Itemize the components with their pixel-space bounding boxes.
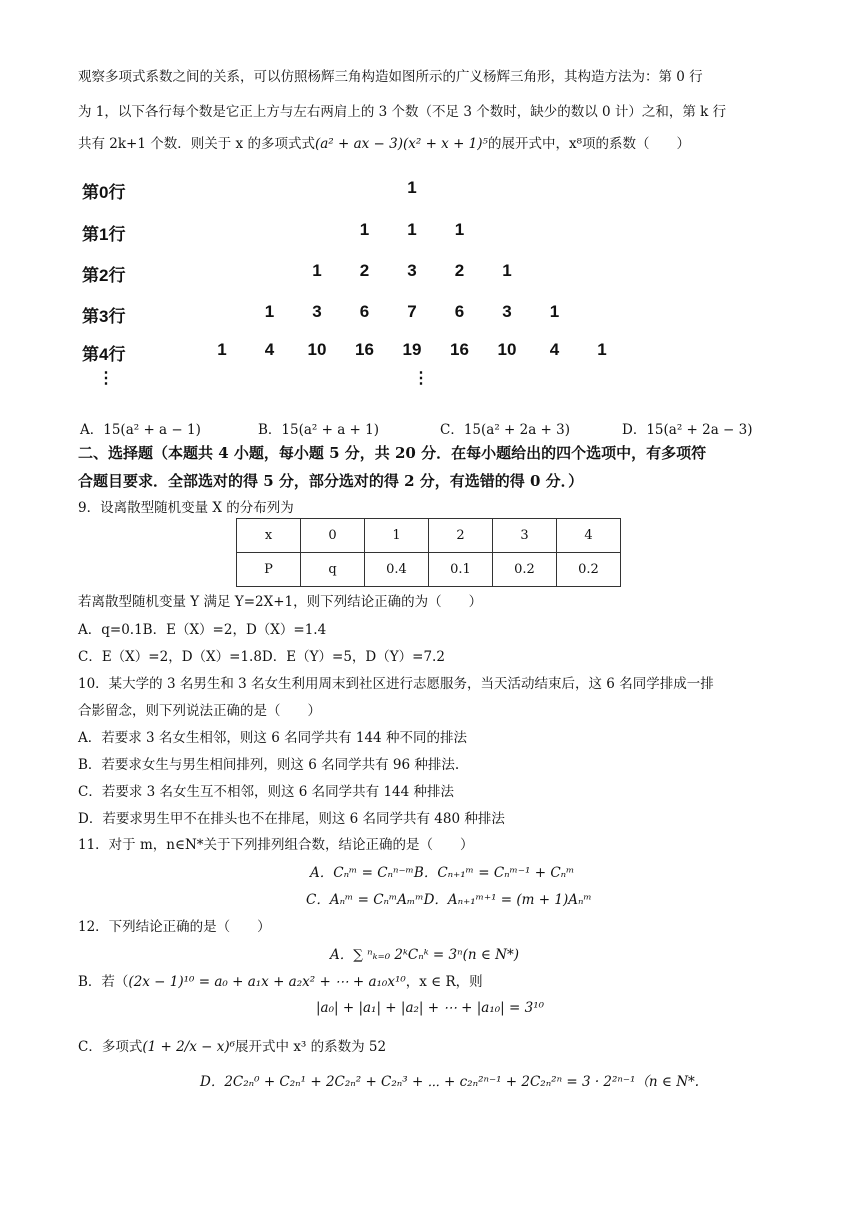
q8-stem-line3 xyxy=(78,134,690,154)
q9-options-ab: A．q=0.1B．E（X）=2，D（X）=1.4 xyxy=(78,622,327,638)
triangle-number: 1 xyxy=(597,340,607,359)
table-cell: 0.4 xyxy=(365,553,429,587)
q8-option-b: B．15(a² + a + 1) xyxy=(258,422,380,438)
q12-option-c-suffix: 展开式中 x³ 的系数为 52 xyxy=(235,1039,387,1055)
triangle-number: 10 xyxy=(497,340,517,359)
table-cell: 0.2 xyxy=(493,553,557,587)
table-row xyxy=(237,553,621,587)
q12-option-b-suffix: ，x ∈ R，则 xyxy=(405,974,483,990)
q10-option-c: C．若要求 3 名女生互不相邻，则这 6 名同学共有 144 种排法 xyxy=(78,784,455,800)
q9-stem: 9．设离散型随机变量 X 的分布列为 xyxy=(78,500,294,516)
table-cell: 2 xyxy=(429,519,493,553)
triangle-number: 6 xyxy=(454,302,465,321)
q12-option-c-polynomial: (1 + 2/x − x)⁶ xyxy=(142,1039,236,1055)
q11-options-cd: C．Aₙᵐ = CₙᵐAₘᵐD．Aₙ₊₁ᵐ⁺¹ = (m + 1)Aₙᵐ xyxy=(306,892,592,908)
triangle-number: 1 xyxy=(312,261,322,280)
q12-stem: 12．下列结论正确的是（ ） xyxy=(78,919,271,935)
q8-polynomial: (a² + ax − 3)(x² + x + 1)⁵ xyxy=(314,136,488,152)
triangle-row-label: 第2行 xyxy=(82,266,126,285)
q10-stem-line2: 合影留念，则下列说法正确的是（ ） xyxy=(78,703,321,719)
triangle-number: 7 xyxy=(407,302,417,321)
q10-option-d: D．若要求男生甲不在排头也不在排尾，则这 6 名同学共有 480 种排法 xyxy=(78,811,505,827)
triangle-row-label: 第4行 xyxy=(82,345,126,364)
triangle-number: 2 xyxy=(454,261,465,280)
triangle-number: 2 xyxy=(359,261,370,280)
triangle-number: 16 xyxy=(450,340,469,359)
q12-option-b-result: |a₀| + |a₁| + |a₂| + ⋯ + |a₁₀| = 3¹⁰ xyxy=(316,1000,545,1016)
section2-header-line2: 合题目要求．全部选对的得 5 分，部分选对的得 2 分，有选错的得 0 分．） xyxy=(78,472,584,490)
triangle-number: 3 xyxy=(407,261,417,280)
triangle-number: 1 xyxy=(502,261,512,280)
table-cell: 1 xyxy=(365,519,429,553)
q8-stem-line2: 为 1，以下各行每个数是它正上方与左右两肩上的 3 个数（不足 3 个数时，缺少的数以 0 计）之和，第 k 行 xyxy=(78,104,727,120)
q10-option-b: B．若要求女生与男生相间排列，则这 6 名同学共有 96 种排法. xyxy=(78,757,460,773)
triangle-row-label: 第3行 xyxy=(82,307,126,326)
q9-condition: 若离散型随机变量 Y 满足 Y=2X+1，则下列结论正确的为（ ） xyxy=(78,594,483,610)
vertical-ellipsis-center: ⋮ xyxy=(413,368,429,387)
q11-stem: 11．对于 m，n∈N*关于下列排列组合数，结论正确的是（ ） xyxy=(78,837,474,853)
q8-option-c: C．15(a² + 2a + 3) xyxy=(440,422,571,438)
triangle-number: 1 xyxy=(264,302,275,321)
table-cell: 3 xyxy=(493,519,557,553)
q8-option-d: D．15(a² + 2a − 3) xyxy=(622,422,753,438)
triangle-row-label: 第0行 xyxy=(82,183,126,202)
table-cell: P xyxy=(237,553,301,587)
triangle-number: 1 xyxy=(407,178,417,197)
q12-option-b xyxy=(78,972,483,992)
table-cell: 4 xyxy=(557,519,621,553)
triangle-number: 19 xyxy=(402,340,422,359)
q8-stem-text: 共有 2k+1 个数．则关于 x 的多项式式 xyxy=(78,136,315,152)
vertical-ellipsis-left: ⋮ xyxy=(98,368,114,387)
triangle-number: 1 xyxy=(454,220,465,239)
q12-option-b-prefix: B．若（ xyxy=(78,974,129,990)
q11-options-ab: A．Cₙᵐ = Cₙⁿ⁻ᵐB．Cₙ₊₁ᵐ = Cₙᵐ⁻¹ + Cₙᵐ xyxy=(310,865,575,881)
q10-stem-line1: 10．某大学的 3 名男生和 3 名女生利用周末到社区进行志愿服务，当天活动结束后，这 6 名同学排成一排 xyxy=(78,676,714,692)
triangle-number: 16 xyxy=(355,340,374,359)
q12-option-d: D．2C₂ₙ⁰ + C₂ₙ¹ + 2C₂ₙ² + C₂ₙ³ + ⋯ + c₂ₙ²ⁿ⁻¹ + 2C₂ₙ²ⁿ = 3 · 2²ⁿ⁻¹（n ∈ N*. xyxy=(200,1074,700,1090)
triangle-number: 3 xyxy=(502,302,512,321)
q8-stem-tail: 的展开式中，x⁸项的系数（ ） xyxy=(487,136,690,152)
q8-option-a: A．15(a² + a − 1) xyxy=(80,422,201,438)
triangle-number: 1 xyxy=(549,302,560,321)
q12-option-c-prefix: C．多项式 xyxy=(78,1039,143,1055)
triangle-number: 1 xyxy=(217,340,227,359)
q12-option-a: A．∑ ⁿₖ₌₀ 2ᵏCₙᵏ = 3ⁿ(n ∈ N*) xyxy=(330,947,519,963)
distribution-table xyxy=(236,518,621,587)
q10-option-a: A．若要求 3 名女生相邻，则这 6 名同学共有 144 种不同的排法 xyxy=(78,730,467,746)
section2-header-line1: 二、选择题（本题共 4 小题，每小题 5 分，共 20 分．在每小题给出的四个选项中，有多项符 xyxy=(78,444,707,462)
q12-option-c xyxy=(78,1037,386,1057)
table-cell: 0 xyxy=(301,519,365,553)
q9-options-cd: C．E（X）=2，D（X）=1.8D．E（Y）=5，D（Y）=7.2 xyxy=(78,649,445,665)
table-cell: q xyxy=(301,553,365,587)
q12-option-b-expansion: (2x − 1)¹⁰ = a₀ + a₁x + a₂x² + ⋯ + a₁₀x¹⁰ xyxy=(128,974,406,990)
q8-stem-line1: 观察多项式系数之间的关系，可以仿照杨辉三角构造如图所示的广义杨辉三角形，其构造方法为：第 0 行 xyxy=(78,69,703,85)
triangle-number: 1 xyxy=(407,220,417,239)
table-cell: 0.2 xyxy=(557,553,621,587)
triangle-number: 10 xyxy=(307,340,327,359)
triangle-row-label: 第1行 xyxy=(82,225,126,244)
table-cell: x xyxy=(237,519,301,553)
triangle-number: 3 xyxy=(312,302,322,321)
triangle-number: 4 xyxy=(549,340,560,359)
triangle-number: 6 xyxy=(359,302,370,321)
table-header-row xyxy=(237,519,621,553)
table-cell: 0.1 xyxy=(429,553,493,587)
triangle-number: 4 xyxy=(264,340,275,359)
triangle-number: 1 xyxy=(359,220,370,239)
